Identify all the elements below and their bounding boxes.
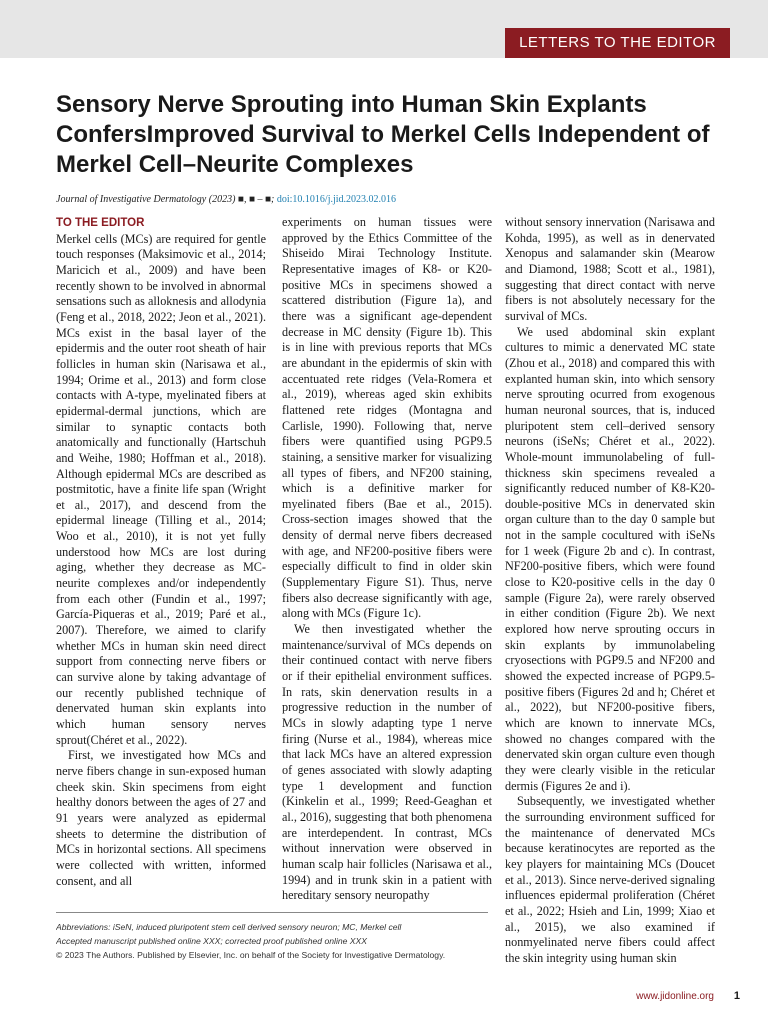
article-title: Sensory Nerve Sprouting into Human Skin Explants ConfersImproved Survival to Merkel Cells Independent of Merkel Cell–Neurite Complexes: [56, 91, 710, 178]
footnote-divider: [56, 912, 488, 913]
journal-url-link[interactable]: www.jidonline.org: [636, 991, 714, 1002]
body-paragraph: Subsequently, we investigated whether the surrounding environment sufficed for the maintenance of denervated MCs because keratinocytes are reported as the key players for maintaining MCs (Doucet et al., 2013). Since nerve-derived signaling influences epidermal proliferation (Chéret et al., 2022; Hsieh and Lin, 1999; Xiao et al., 2015), we also examined if nonmyelinated nerve fibers could affect the skin integrity using human skin: [505, 794, 715, 965]
section-heading: TO THE EDITOR: [56, 217, 145, 229]
body-paragraph: without sensory innervation (Narisawa and Kohda, 1995), as well as in denervated Xenopus and salamander skin (Mearow and Diamond, 1988; Scott et al., 1981), suggesting that direct contact with nerve fibers is not absolutely necessary for the survival of MCs.: [505, 215, 715, 323]
body-paragraph: We then investigated whether the maintenance/survival of MCs depends on their continued contact with nerve fibers or if their epithelial environment suffices. In rats, skin denervation results in a progressive reduction in the number of MCs in slowly adapting type 1 nerve firing (Nurse et al., 1984), whereas mice that lack MCs have an altered expression of genes associated with slowly adapting type 1 development and function (Kinkelin et al., 1999; Reed-Geaghan et al., 2016), suggesting that both phenomena are interdependent. In contrast, MCs without innervation were observed in human scalp hair follicles (Narisawa et al., 1994) and in trunk skin in a patient with hereditary sensory neuropathy: [282, 622, 492, 903]
body-paragraph: We used abdominal skin explant cultures to mimic a denervated MC state (Zhou et al., 2018) and compared this with explanted human skin, into which sensory nerve sprouting ocurred from exogenous human neuronal sources, that is, induced pluripotent stem cell–derived sensory neurons (iSeNs; Chéret et al., 2022). Whole-mount immunolabeling of full-thickness skin specimens revealed a significantly reduced number of K8-K20-double-positive MCs in denervated skin organ culture than to the day 0 sample but not in the sample cocultured with iSeNs for 1 week (Figure 2b and c). In contrast, NF200-positive fibers, which were found close to K20-positive cells in the day 0 sample (Figure 2a), were rarely observed in either condition (Figure 2b). We next explored how nerve sprouting occurs in skin explants by immunolabeling cryosections with PGP9.5 and NF200 and showed the expected increase of PGP9.5-positive fibers (Figures 2d and h; Chéret et al., 2022), but NF200-positive fibers, which are known to innervate MCs, showed no changes compared with the denervated skin organ culture even though they were clearly visible in the reticular dermis (Figures 2e and i).: [505, 324, 715, 793]
body-paragraph: Merkel cells (MCs) are required for gentle touch responses (Maksimovic et al., 2014; Maricich et al., 2009) and have been recently shown to be involved in abnormal sensations such as alloknesis and allodynia (Feng et al., 2018, 2022; Jeon et al., 2021). MCs exist in the basal layer of the epidermis and the outer root sheath of hair follicles in human skin (Narisawa et al., 1994; Orime et al., 2013) and form close contacts with A-type, myelinated fibers at epidermal-dermal junctions, which are similar to synaptic contacts both anatomically and functionally (Hartschuh and Weihe, 1980; Hoffman et al., 2018). Although epidermal MCs are described as postmitotic, have a finite life span (Wright et al., 2017), and descend from the epidermal lineage (Tilling et al., 2014; Woo et al., 2010), it is not yet fully understood how MCs are lost during aging, whether they decrease as MC-neurite complexes and/or independently from each other (Fundin et al., 1997; García-Piqueras et al., 2019; Paré et al., 2007). Therefore, we aimed to clarify whether MCs in human skin need direct support from connecting nerve fibers or can survive alone by taking advantage of our recently published technique of denervated human skin explants into which human sensory nerves sprout(Chéret et al., 2022).: [56, 231, 266, 747]
accepted-note: Accepted manuscript published online XXX; corrected proof published online XXX: [56, 936, 367, 946]
text-column-2: [282, 215, 492, 903]
doi-link[interactable]: doi:10.1016/j.jid.2023.02.016: [276, 194, 397, 205]
copyright-note: © 2023 The Authors. Published by Elsevier, Inc. on behalf of the Society for Investigative Dermatology.: [56, 950, 446, 960]
body-paragraph: experiments on human tissues were approved by the Ethics Committee of the Shiseido Mirai Technology Institute. Representative images of K8- or K20-positive MCs in specimens showed a scattered distribution (Figure 1a), and there was a significant age-dependent decrease in MC density (Figure 1b). This is in line with previous reports that MCs are abundant in the epidermis of skin with accentuated rete ridges (Vela-Romera et al., 2019), whereas aged skin exhibits flattened rete ridges (Montagna and Carlisle, 1990). Following that, nerve fibers were quantified using PGP9.5 staining, a sensitive marker for visualizing all types of fibers, and NF200 staining, which is a definitive marker for myelinated fibers (Bae et al., 2015). Cross-section images showed that the density of dermal nerve fibers decreased with age, and NF200-positive fibers were especially difficult to find in older skin (Supplementary Figure S1). Thus, nerve fibers also decrease significantly with age, along with MCs (Figure 1c).: [282, 215, 492, 621]
text-column-1: [56, 215, 266, 915]
footnotes: [56, 920, 496, 962]
text-column-3: [505, 215, 715, 967]
citation-line: [56, 193, 716, 206]
abbreviations-note: Abbreviations: iSeN, induced pluripotent stem cell derived sensory neuron; MC, Merkel cell: [56, 922, 402, 932]
page-number: 1: [733, 990, 740, 1002]
body-paragraph: First, we investigated how MCs and nerve fibers change in sun-exposed human cheek skin. Skin specimens from eight healthy donors between the ages of 27 and 91 years were analyzed as epidermal sheets to determine the distribution of MCs in horizontal sections. All specimens were collected with written, informed consent, and all: [56, 748, 266, 888]
section-label: LETTERS TO THE EDITOR: [505, 28, 730, 58]
journal-citation: Journal of Investigative Dermatology (2023) ■, ■ – ■;: [56, 194, 277, 205]
